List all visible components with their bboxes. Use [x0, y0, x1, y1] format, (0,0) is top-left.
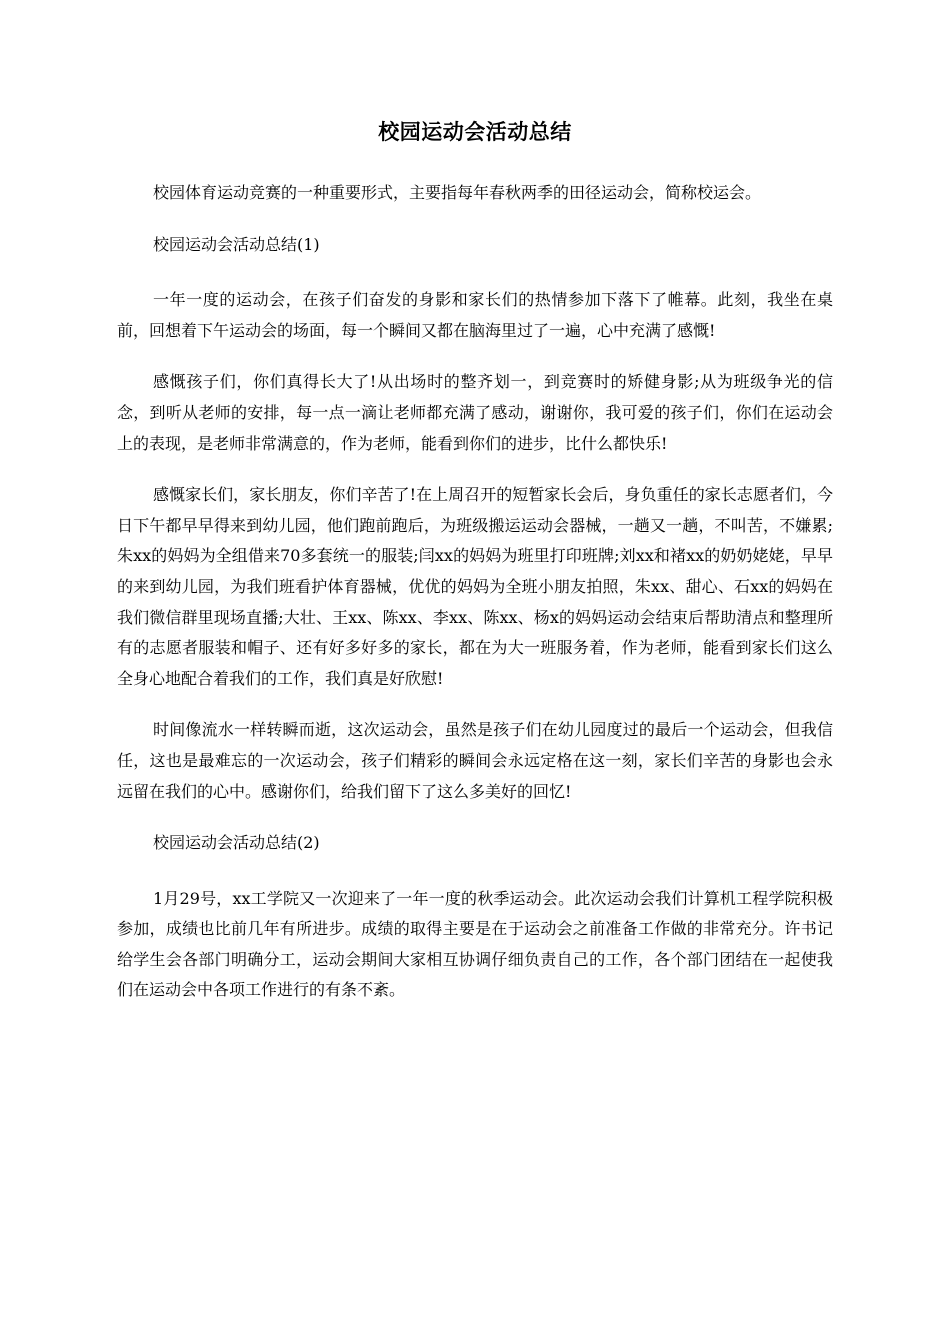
- section-heading-2: 校园运动会活动总结(2): [153, 833, 320, 853]
- intro-paragraph: 校园体育运动竞赛的一种重要形式，主要指每年春秋两季的田径运动会，简称校运会。: [153, 183, 762, 202]
- document-body: [117, 178, 833, 1027]
- section-heading-1: 校园运动会活动总结(1): [153, 234, 320, 254]
- paragraph: 一年一度的运动会，在孩子们奋发的身影和家长们的热情参加下落下了帷幕。此刻，我坐在桌前，回想着下午运动会的场面，每一个瞬间又都在脑海里过了一遍，心中充满了感慨!: [117, 290, 833, 340]
- page-title: 校园运动会活动总结: [378, 119, 572, 144]
- paragraph: 感慨家长们，家长朋友，你们辛苦了!在上周召开的短暂家长会后，身负重任的家长志愿者们，今日下午都早早得来到幼儿园，他们跑前跑后，为班级搬运运动会器械，一趟又一趟，不叫苦，不嫌累;朱xx的妈妈为全组借来70多套统一的服装;闫xx的妈妈为班里打印班牌;刘xx和褚xx的奶奶姥姥，早早的来到幼儿园，为我们班看护体育器械，优优的妈妈为全班小朋友拍照，朱xx、甜心、石xx的妈妈在我们微信群里现场直播;大壮、王xx、陈xx、李xx、陈xx、杨x的妈妈运动会结束后帮助清点和整理所有的志愿者服装和帽子、还有好多好多的家长，都在为大一班服务着，作为老师，能看到家长们这么全身心地配合着我们的工作，我们真是好欣慰!: [117, 485, 833, 688]
- paragraph: 1月29号，xx工学院又一次迎来了一年一度的秋季运动会。此次运动会我们计算机工程学院积极参加，成绩也比前几年有所进步。成绩的取得主要是在于运动会之前准备工作做的非常充分。许书记给学生会各部门明确分工，运动会期间大家相互协调仔细负责自己的工作，各个部门团结在一起使我们在运动会中各项工作进行的有条不紊。: [117, 888, 833, 1000]
- paragraph: 感慨孩子们，你们真得长大了!从出场时的整齐划一，到竞赛时的矫健身影;从为班级争光的信念，到听从老师的安排，每一点一滴让老师都充满了感动，谢谢你，我可爱的孩子们，你们在运动会上的表现，是老师非常满意的，作为老师，能看到你们的进步，比什么都快乐!: [117, 372, 833, 453]
- paragraph: 时间像流水一样转瞬而逝，这次运动会，虽然是孩子们在幼儿园度过的最后一个运动会，但我信任，这也是最难忘的一次运动会，孩子们精彩的瞬间会永远定格在这一刻，家长们辛苦的身影也会永远留在我们的心中。感谢你们，给我们留下了这么多美好的回忆!: [117, 720, 833, 801]
